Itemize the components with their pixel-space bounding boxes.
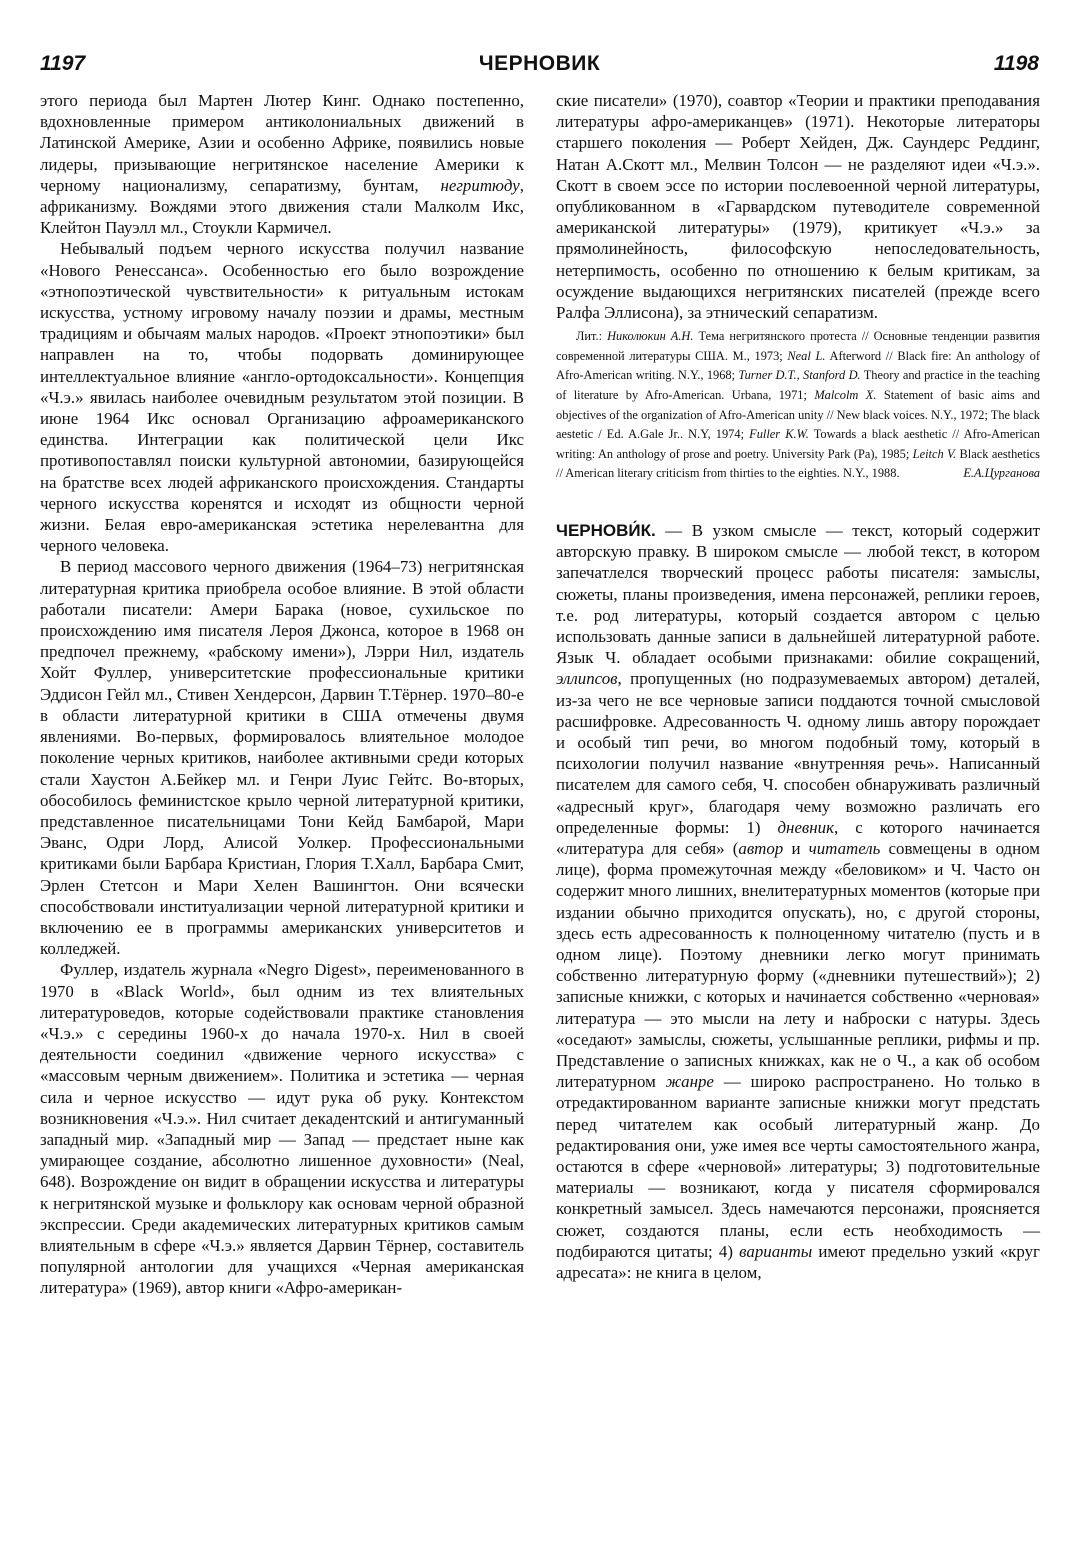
lit-author: Neal L.	[787, 348, 826, 363]
lit-author: Николюкин А.Н.	[607, 329, 694, 344]
paragraph: Небывалый подъем черного искусства получил название «Нового Ренессанса». Особенностью его было возрождение «этнопоэтической чувствительности» к ритуальным истокам искусства, устному игровому началу поэзии и драмы, местным традициям и обычаям малых народов. «Проект этнопоэтики» был направлен на то, чтобы подорвать доминирующее интеллектуальное влияние «англо-ортодоксальности». Концепция «Ч.э.» явилась наиболее очевидным результатом этой позиции. В июне 1964 Икс основал Организацию афроамериканского единства. Интеграции как политической цели Икс противопоставлял поиски культурной автономии, базирующейся на братстве всех людей африканского происхождения. Стандарты черного искусства коренятся и исходят из общности черной жизни. Белая евро-американская эстетика нерелевантна для черного человека.	[40, 239, 524, 556]
text-run: и	[783, 839, 809, 859]
page-header	[40, 52, 1039, 86]
italic-term: варианты	[739, 1241, 813, 1261]
lit-author: Turner D.T., Stanford D.	[738, 368, 861, 383]
paragraph: В период массового черного движения (1964–73) негритянская литературная критика приобрела особое влияние. В этой области работали писатели: Амери Барака (новое, сухильское по происхождению имя писателя Лероя Джонса, которое в 1968 он предпочел прежнему, «рабскому имени»), Лэрри Нил, издатель Хойт Фуллер, университетские профессиональные критики Эддисон Гейл мл., Стивен Хендерсон, Дарвин Т.Тёрнер. 1970–80-е в области литературной критики в США отмечены двумя явлениями. Во-первых, формировалось влиятельное молодое поколение черных критиков, наиболее активными среди которых стали Хаустон А.Бейкер мл. и Генри Луис Гейтс. Во-вторых, обособилось феминистское крыло черной литературной критики, представленное писательницами Тони Кейд Бамбарой, Мари Эванс, Одри Лорд, Алисой Уолкер. Профессиональными критиками были Барбара Кристиан, Глория Т.Халл, Барбара Смит, Эрлен Стетсон и Мари Хелен Вашингтон. Они всячески способствовали институализации черной литературной критики и включению ее в программы американских университетов и колледжей.	[40, 557, 524, 959]
page-number-right: 1198	[993, 52, 1039, 75]
lit-item: Black aesthetics // American literary criticism from thirties to the eighties. N.Y., 1988.	[556, 446, 1040, 481]
text-run: этого периода был Мартен Лютер Кинг. Однако постепенно, вдохновленные примером антиколониальных движений в Латинской Америке, Азии и особенно Африке, появились новые лидеры, призывающие негритянское население Америки к черному национализму, сепаратизму, бунтам,	[40, 91, 524, 195]
left-column	[40, 90, 524, 1299]
text-run: — В узком смысле — текст, который содержит авторскую правку. В широком смысле — любой текст, в котором запечатлелся творческий процесс работы писателя: замыслы, сюжеты, планы произведения, имена персонажей, реплики героев, т.е. род литературы, который создается автором с целью использовать данные записи в дальнейшей литературной работе. Язык Ч. обладает особыми признаками: обилие сокращений,	[556, 520, 1040, 668]
italic-term: автор	[738, 839, 784, 859]
lit-item: Afterword // Black fire: An anthology of Afro-American writing. N.Y., 1968;	[556, 348, 1040, 383]
paragraph: ские писатели» (1970), соавтор «Теории и практики преподавания литературы афро-американцев» (1971). Некоторые литераторы старшего поколения — Роберт Хейден, Дж. Саундерс Реддинг, Натан А.Скотт мл., Мелвин Толсон — не разделяют идеи «Ч.э.». Скотт в своем эссе по истории послевоенной черной литературы, опубликованном в «Гарвардском путеводителе современной американской литературы» (1979), критикует «Ч.э.» за прямолинейность, философскую непоследовательность, нетерпимость, особенно по отношению к белым критикам, за осуждение выдающихся негритянских писателей (прежде всего Ралфа Эллисона), за этнический сепаратизм.	[556, 91, 1040, 323]
italic-term: негритюду	[440, 175, 520, 195]
bibliography	[556, 327, 1040, 484]
paragraph	[40, 90, 524, 238]
text-run: совмещены в одном лице), форма промежуточная между «беловиком» и Ч. Часто он содержит много лишних, внелитературных моментов (которые при издании обычно приходится опускать), но, с другой стороны, здесь есть адресованность к полноценному читателю (пусть и в одном лице). Поэтому дневники легко могут принимать собственно литературную форму («дневники путешествий»); 2) записные книжки, с которых и начинается собственно «черновая» литература — это мысли на лету и наброски с натуры. Здесь «оседают» замыслы, сюжеты, услышанные реплики, рифмы и пр. Представление о записных книжках, как не о Ч., а как об особом литературном	[556, 839, 1040, 1092]
lit-author: Leitch V.	[912, 446, 957, 461]
italic-term: жанре	[665, 1072, 714, 1092]
headword: ЧЕРНОВИ́К.	[556, 520, 656, 540]
text-run: , африканизму. Вождями этого движения стали Малколм Икс, Клейтон Пауэлл мл., Стоукли Кармичел.	[40, 175, 524, 238]
right-column	[556, 90, 1040, 1283]
lit-item: Theory and practice in the teaching of literature by Afro-American. Urbana, 1971;	[556, 368, 1041, 403]
dictionary-entry	[556, 520, 1040, 1283]
running-title: ЧЕРНОВИК	[478, 52, 601, 75]
text-run: , с которого начинается «литература для себя» (	[556, 817, 1040, 859]
article-signature: Е.А.Цурганова	[963, 466, 1040, 481]
lit-item: Towards a black aesthetic // Afro-American writing: An anthology of prose and poetry. University Park (Pa), 1985;	[556, 427, 1040, 461]
lit-label: Лит.:	[576, 329, 608, 344]
lit-item: Statement of basic aims and objectives of the organization of Afro-American unity // New black voices. N.Y., 1972; The black aestetic / Ed. A.Gale Jr.. N.Y, 1974;	[556, 388, 1040, 442]
italic-term: читатель	[808, 839, 881, 859]
italic-term: эллипсов	[556, 669, 618, 689]
text-run: имеют предельно узкий «круг адресата»: не книга в целом,	[556, 1241, 1040, 1283]
text-run: — широко распространено. Но только в отредактированном варианте записные книжки могут предстать перед читателем как особый литературный жанр. До редактирования они, уже имея все черты самостоятельного жанра, остаются в сфере «черновой» литературы; 3) подготовительные материалы — возникают, когда у писателя сформировался конкретный замысел. Здесь намечаются персонажи, проясняется сюжет, создаются планы, если есть необходимость — подбираются цитаты; 4)	[556, 1072, 1040, 1261]
page-number-left: 1197	[40, 52, 86, 75]
lit-author: Malcolm X.	[814, 388, 877, 403]
lit-author: Fuller K.W.	[749, 427, 809, 442]
italic-term: дневник	[777, 817, 834, 837]
paragraph: Фуллер, издатель журнала «Negro Digest», переименованного в 1970 в «Black World», был одним из тех влиятельных литературоведов, которые содействовали практике становления «Ч.э.» с середины 1960-х до начала 1970-х. Нил в своей деятельности соединил «движение черного искусства» с «массовым черным движением». Политика и эстетика — черная сила и черное искусство — идут рука об руку. Контекстом возникновения «Ч.э.». Нил считает декадентский и антигуманный западный мир. «Западный мир — Запад — предстает ныне как умирающее создание, абсолютно лишенное духовности» (Neal, 648). Возрождение он видит в обращении искусства и литературы к негритянской музыке и фольклору как основам черной образной экспрессии. Среди академических литературных критиков самым влиятельным в сфере «Ч.э.» является Дарвин Тёрнер, составитель популярной антологии для учащихся «Черная американская литература» (1969), автор книги «Афро-американ-	[40, 960, 524, 1298]
lit-item: Тема негритянского протеста // Основные тенденции развития современной литературы США. М., 1973;	[556, 329, 1040, 363]
text-run: , пропущенных (но подразумеваемых автором) деталей, из-за чего не все черновые записи поддаются точной смысловой расшифровке. Адресованность Ч. одному лишь автору порождает и особый тип речи, во многом подобный тому, который в психологии получил название «внутренняя речь». Написанный писателем для самого себя, Ч. способен обнаруживать различный «адресный круг», благодаря чему возможно различать его определенные формы: 1)	[556, 669, 1040, 837]
